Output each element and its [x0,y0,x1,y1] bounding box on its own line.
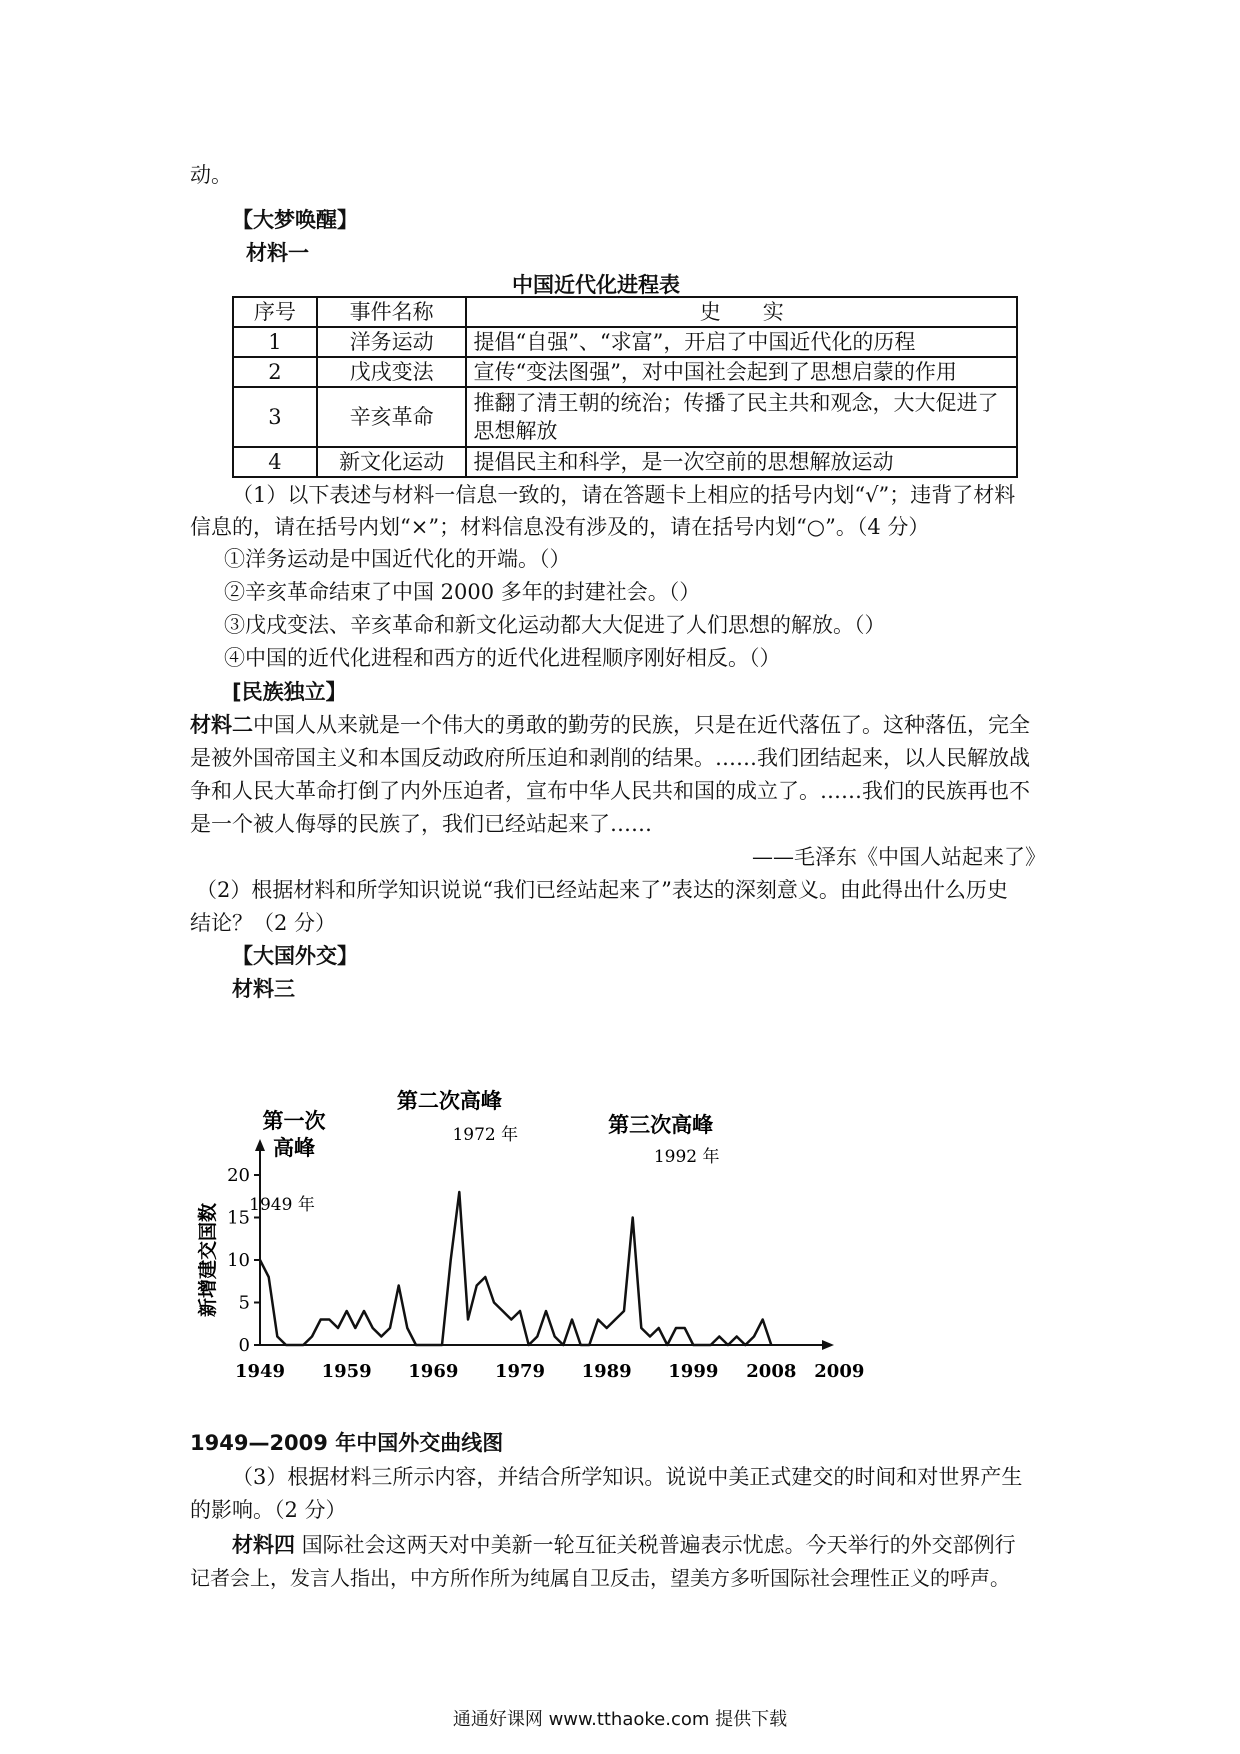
question-1-line2: 信息的，请在括号内划“×”；材料信息没有涉及的，请在括号内划“○”。（4 分） [190,515,930,539]
statement-item: ②辛亥革命结束了中国 2000 多年的封建社会。（） [224,580,701,604]
material3-label: 材料三 [232,977,295,1001]
material2-line: 是一个被人侮辱的民族了，我们已经站起来了…… [190,812,652,836]
material4-text: 国际社会这两天对中美新一轮互征关税普遍表示忧虑。今天举行的外交部例行 [301,1533,1016,1557]
material2-label: 材料二 [190,713,253,737]
x-tick-label: 1989 [581,1361,632,1382]
table-header-row [233,297,1017,327]
x-tick-label: 1959 [321,1361,372,1382]
footer [0,1705,1240,1731]
table-header: 事件名称 [317,297,467,327]
table-header: 史 实 [466,297,1017,327]
table-row [233,357,1017,387]
x-tick-label: 1949 [234,1361,286,1382]
table-cell: 辛亥革命 [317,387,467,447]
table-cell: 提倡民主和科学，是一次空前的思想解放运动 [466,447,1017,477]
table-cell: 宣传“变法图强”，对中国社会起到了思想启蒙的作用 [466,357,1017,387]
table-cell: 2 [233,357,317,387]
annotation-year: 1972 年 [452,1125,519,1145]
statement-item: ③戊戌变法、辛亥革命和新文化运动都大大促进了人们思想的解放。（） [224,613,886,637]
table-cell: 洋务运动 [317,327,467,357]
table-row [233,447,1017,477]
y-axis-label: 新增建交国数 [197,1202,219,1318]
table-cell: 推翻了清王朝的统治；传播了民主共和观念，大大促进了思想解放 [466,387,1017,447]
question-2-line2: 结论？（2 分） [190,911,337,935]
table-cell: 3 [233,387,317,447]
chart-annotations [249,1089,719,1215]
question-3-line2: 的影响。（2 分） [190,1498,347,1522]
statement-item: ④中国的近代化进程和西方的近代化进程顺序刚好相反。（） [224,646,781,670]
table-row [233,387,1017,447]
x-tick-label: 1999 [668,1361,719,1382]
annotation-label: 第三次高峰 [608,1113,714,1137]
annotation-label: 高峰 [273,1136,315,1160]
question-2-line1: （2）根据材料和所学知识说说“我们已经站起来了”表达的深刻意义。由此得出什么历史 [196,878,1008,902]
modernization-table [232,296,1018,478]
x-tick-label: 1969 [408,1361,459,1382]
x-tick-label: 2008 [746,1361,797,1382]
x-tick-label: 2009 [814,1361,865,1382]
table-title: 中国近代化进程表 [512,273,680,297]
table-cell: 4 [233,447,317,477]
material2-line: 是被外国帝国主义和本国反动政府所压迫和剥削的结果。……我们团结起来，以人民解放战 [190,746,1030,770]
y-tick-label: 5 [238,1292,250,1314]
question-3-line1: （3）根据材料三所示内容，并结合所学知识。说说中美正式建交的时间和对世界产生 [232,1465,1023,1489]
statement-item: ①洋务运动是中国近代化的开端。（） [224,547,571,571]
material2-text: 中国人从来就是一个伟大的勇敢的勤劳的民族，只是在近代落伍了。这种落伍，完全 [253,713,1030,737]
y-axis-arrow [255,1139,265,1151]
table-row [233,327,1017,357]
intro-tail: 动。 [190,163,232,187]
table-cell: 提倡“自强”、“求富”，开启了中国近代化的历程 [466,327,1017,357]
annotation-year: 1949 年 [249,1195,315,1215]
table-header: 序号 [233,297,317,327]
y-tick-label: 0 [238,1335,250,1356]
material4-line: 记者会上，发言人指出，中方所作所为纯属自卫反击，望美方多听国际社会理性正义的呼声。 [190,1566,1010,1590]
material2-line [190,710,1030,740]
x-tick-label: 1979 [494,1361,546,1382]
material4-line [232,1530,1016,1560]
material2-line: 争和人民大革命打倒了内外压迫者，宣布中华人民共和国的成立了。……我们的民族再也不 [190,779,1030,803]
section3-heading: 【大国外交】 [232,944,358,968]
chart-series [260,1192,771,1345]
diplomacy-line-chart [190,1080,970,1400]
question-1-line1: （1）以下表述与材料一信息一致的，请在答题卡上相应的括号内划“√”；违背了材料 [232,483,1016,507]
annotation-label: 第一次 [262,1109,326,1133]
material4-label: 材料四 [232,1533,295,1557]
material1-label: 材料一 [246,241,309,265]
annotation-label: 第二次高峰 [396,1089,502,1113]
table-cell: 戊戌变法 [317,357,467,387]
series-line [260,1192,771,1345]
annotation-year: 1992 年 [653,1147,720,1167]
x-axis-arrow [822,1340,834,1350]
y-tick-label: 10 [227,1250,250,1271]
section2-heading: [民族独立】 [232,680,347,704]
section1-heading: 【大梦唤醒】 [232,208,358,232]
y-tick-label: 20 [227,1165,250,1186]
footer-text: 通通好课网 www.tthaoke.com 提供下载 [452,1709,788,1730]
table-cell: 1 [233,327,317,357]
chart-caption: 1949—2009 年中国外交曲线图 [190,1431,504,1455]
table-cell: 新文化运动 [317,447,467,477]
y-tick-label: 15 [227,1207,250,1229]
attribution: ——毛泽东《中国人站起来了》 [752,845,1046,869]
